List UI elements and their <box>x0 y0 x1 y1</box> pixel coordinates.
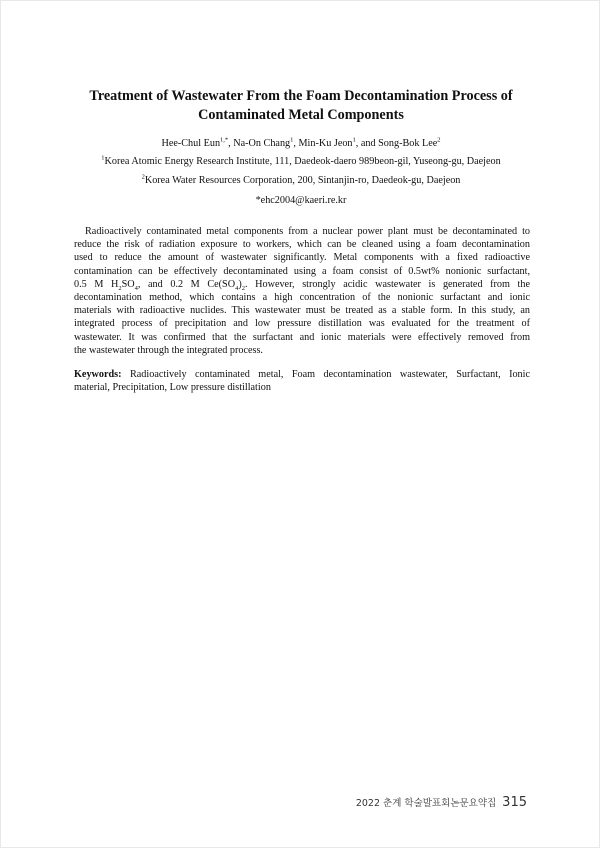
author-name: Na-On Chang <box>233 138 291 149</box>
abstract-line: reduce the risk of radiation exposure to workers, which can be cleaned using a foam decontamination <box>74 239 530 251</box>
author-affiliation-mark: 1 <box>290 136 294 144</box>
abstract-text: ) <box>238 278 242 290</box>
abstract-text: . However, strongly acidic wastewater is generated from the <box>244 278 530 290</box>
author-name: Min-Ku Jeon <box>298 138 353 149</box>
subscript: 4 <box>134 284 138 292</box>
abstract-line: wastewater. It was confirmed that the surfactant and ionic materials were effectively removed from <box>74 331 530 343</box>
author-list: Hee-Chul Eun$^{1,*}$, Na-On Chang$^1$, Min-Ku Jeon$^1$, and Song-Bok Lee$^2$ <box>161 136 441 149</box>
page-footer <box>356 791 527 810</box>
keywords-line: material, Precipitation, Low pressure distillation <box>74 382 271 394</box>
abstract-line: integrated process of precipitation and low pressure distillation was evaluated for the treatment of <box>74 318 530 330</box>
affiliation-number: 2 <box>141 173 145 181</box>
author-affiliation-mark: 1,* <box>220 136 229 144</box>
title-line-2: Contaminated Metal Components <box>198 107 404 123</box>
keywords <box>74 368 530 394</box>
affiliation-number: 1 <box>101 154 105 162</box>
abstract-line-chemical-formulas <box>74 278 530 291</box>
author-affiliation-mark: 2 <box>437 136 441 144</box>
abstract-line: decontamination method, which contains a high concentration of the nonionic surfactant and ionic <box>74 291 530 303</box>
keywords-text: Radioactively contaminated metal, Foam decontamination wastewater, Surfactant, Ionic <box>129 369 530 380</box>
abstract-text: 0.5 M H <box>74 278 119 290</box>
abstract-line: contamination can be effectively decontaminated using a foam consist of 0.5wt% nonionic surfactant, <box>74 265 530 277</box>
keywords-line <box>74 368 530 381</box>
subscript: 2 <box>118 284 122 292</box>
abstract-line: used to reduce the amount of wastewater significantly. Metal components with a fixed radioactive <box>74 252 530 264</box>
abstract <box>74 225 530 357</box>
affiliation-text: Korea Water Resources Corporation, 200, Sintanjin-ro, Daedeok-gu, Daejeon <box>144 175 461 186</box>
abstract-line: materials with radioactive nuclides. This wastewater must be treated as a stable form. In this study, an <box>74 305 530 317</box>
abstract-text: , and 0.2 M Ce(SO <box>137 278 236 290</box>
keywords-label: Keywords: <box>74 369 122 380</box>
corresponding-email: *ehc2004@kaeri.re.kr <box>255 195 347 206</box>
title-line-1: Treatment of Wastewater From the Foam Decontamination Process of <box>89 88 513 104</box>
author-name: Song-Bok Lee <box>378 138 438 149</box>
affiliation-text: Korea Atomic Energy Research Institute, 111, Daedeok-daero 989beon-gil, Yuseong-gu, Daejeon <box>104 156 501 167</box>
affiliation-1 <box>1 155 600 169</box>
paper-title <box>61 87 541 125</box>
paper-page <box>1 1 599 847</box>
affiliation-2 <box>1 174 600 188</box>
abstract-line: the wastewater through the integrated process. <box>74 344 263 356</box>
author-name: Hee-Chul Eun <box>161 138 221 149</box>
abstract-line: Radioactively contaminated metal components from a nuclear power plant must be decontaminated to <box>85 226 530 237</box>
subscript: 4 <box>235 284 239 292</box>
subscript: 2 <box>241 284 245 292</box>
abstract-text: SO <box>121 278 135 290</box>
proceedings-title: 2022 춘계 학술발표회논문요약집 <box>355 798 497 809</box>
page-number: 315 <box>502 795 527 810</box>
author-affiliation-mark: 1 <box>352 136 356 144</box>
